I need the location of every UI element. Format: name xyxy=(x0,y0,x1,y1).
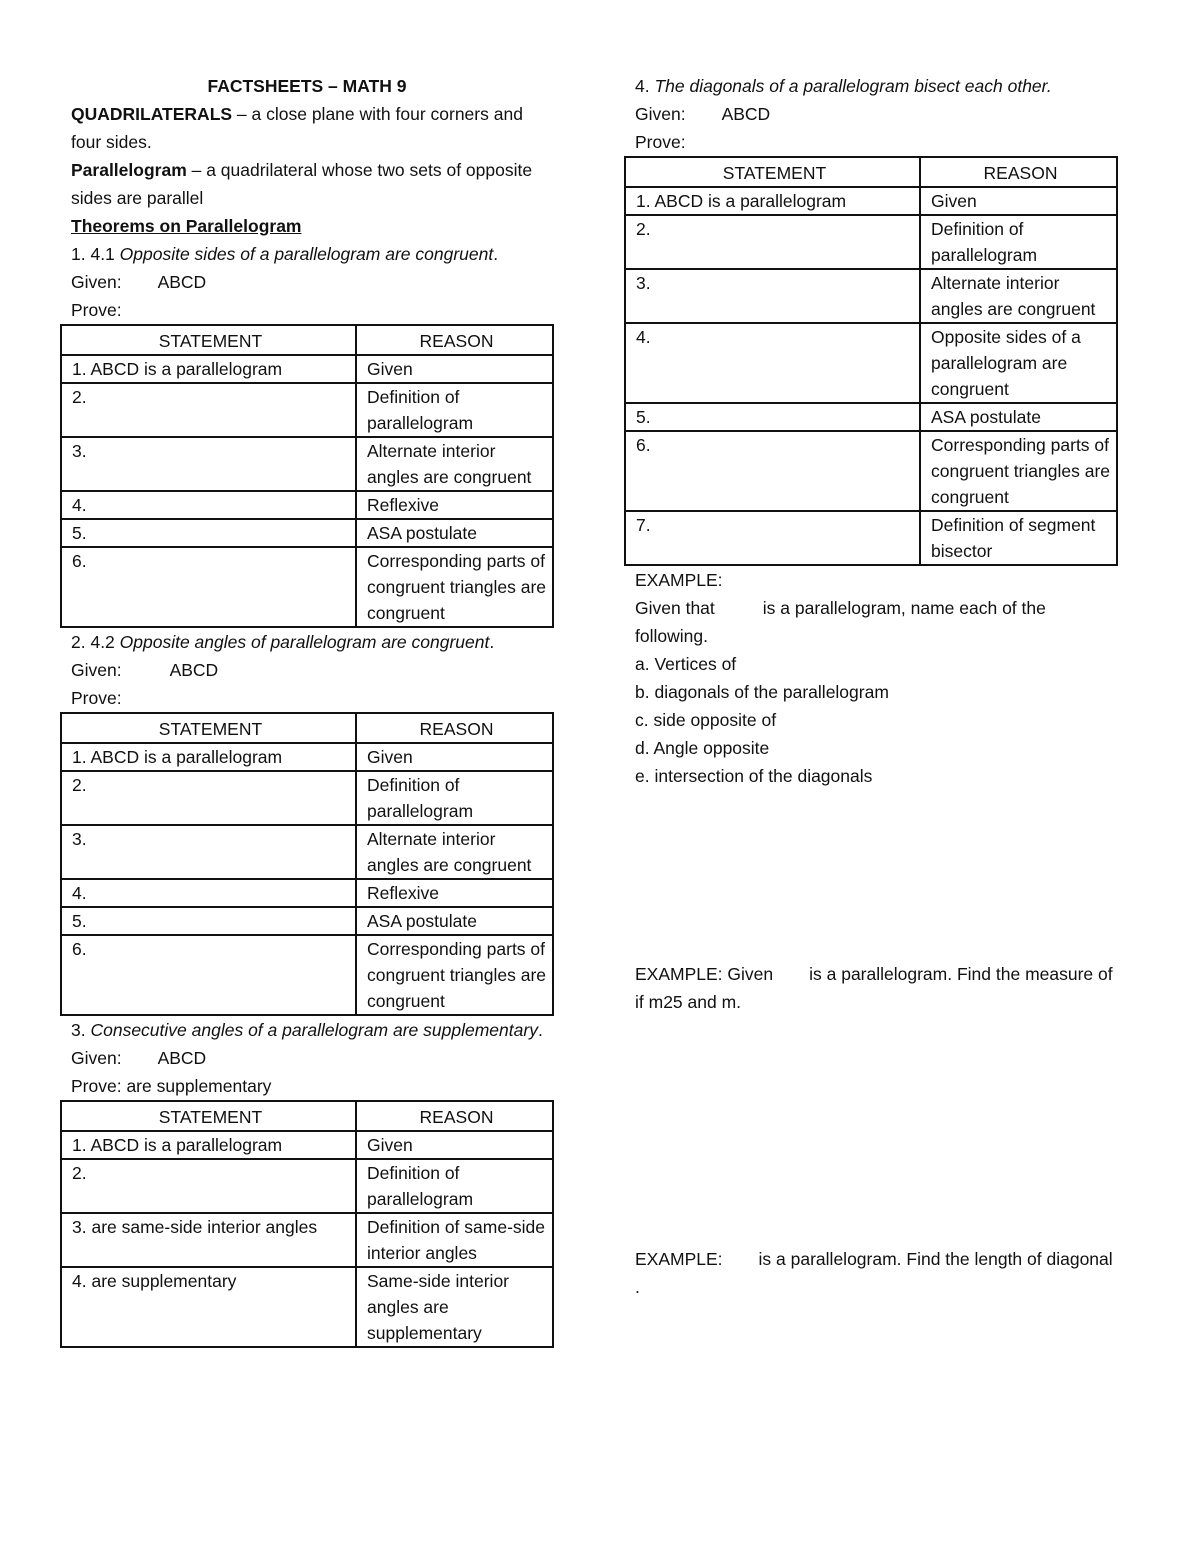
reason-cell: Corresponding parts of congruent triangles are congruent xyxy=(356,547,553,627)
statement-cell: 4. xyxy=(61,491,356,519)
reason-header: REASON xyxy=(356,713,553,743)
theorem-1-text: Opposite sides of a parallelogram are congruent xyxy=(119,244,494,264)
prove-value: are supplementary xyxy=(126,1076,272,1096)
parallelogram-definition xyxy=(60,156,554,212)
statement-cell: 1. ABCD is a parallelogram xyxy=(61,743,356,771)
theorem-2-given xyxy=(60,656,554,684)
theorem-4-proof-table xyxy=(624,156,1118,566)
table-row xyxy=(625,215,1117,269)
table-row xyxy=(625,431,1117,511)
theorem-1-number: 1. 4.1 xyxy=(71,244,120,264)
given-label: Given: xyxy=(71,1048,122,1068)
reason-cell: Given xyxy=(356,743,553,771)
statement-cell: 5. xyxy=(625,403,920,431)
statement-header: STATEMENT xyxy=(625,157,920,187)
statement-cell: 3. xyxy=(61,825,356,879)
given-value: ABCD xyxy=(721,104,771,124)
statement-cell: 4. xyxy=(61,879,356,907)
table-row xyxy=(61,825,553,879)
reason-cell: Definition of same-side interior angles xyxy=(356,1213,553,1267)
table-row xyxy=(61,519,553,547)
table-row xyxy=(61,935,553,1015)
table-header-row xyxy=(61,713,553,743)
theorem-3-statement xyxy=(60,1016,554,1044)
example-3 xyxy=(624,1245,1118,1301)
reason-cell: Alternate interior angles are congruent xyxy=(356,437,553,491)
theorem-1-statement xyxy=(60,240,554,268)
theorem-1-period: . xyxy=(493,244,499,264)
example-1-intro-end: is a parallelogram, name each of the following. xyxy=(635,598,1046,646)
theorems-heading: Theorems on Parallelogram xyxy=(71,216,302,236)
theorem-1-prove: Prove: xyxy=(71,300,122,320)
theorem-3-period: . xyxy=(537,1020,543,1040)
list-item: a. Vertices of xyxy=(635,654,737,674)
reason-cell: ASA postulate xyxy=(356,907,553,935)
reason-cell: Reflexive xyxy=(356,879,553,907)
example-3-end: is a parallelogram. Find the length of diagonal . xyxy=(635,1249,1113,1297)
statement-cell: 2. xyxy=(61,383,356,437)
parallelogram-text: – a quadrilateral whose two sets of opposite sides are parallel xyxy=(71,160,533,208)
given-value: ABCD xyxy=(157,1048,207,1068)
theorem-2-proof-table xyxy=(60,712,554,1016)
reason-cell: Opposite sides of a parallelogram are congruent xyxy=(920,323,1117,403)
given-value: ABCD xyxy=(169,660,219,680)
statement-cell: 2. xyxy=(61,1159,356,1213)
theorem-3-given xyxy=(60,1044,554,1072)
example-2-start: EXAMPLE: Given xyxy=(635,964,774,984)
parallelogram-term: Parallelogram xyxy=(71,160,187,180)
list-item: b. diagonals of the parallelogram xyxy=(635,682,889,702)
table-header-row xyxy=(61,1101,553,1131)
table-header-row xyxy=(61,325,553,355)
table-row xyxy=(61,547,553,627)
theorem-4-given xyxy=(624,100,1118,128)
table-row xyxy=(61,879,553,907)
example-1-intro-start: Given that xyxy=(635,598,715,618)
reason-cell: Definition of parallelogram xyxy=(356,771,553,825)
example-1-label: EXAMPLE: xyxy=(635,570,723,590)
statement-cell: 1. ABCD is a parallelogram xyxy=(61,355,356,383)
reason-cell: Definition of parallelogram xyxy=(356,383,553,437)
table-row xyxy=(625,269,1117,323)
example-2 xyxy=(624,960,1118,1016)
example-3-start: EXAMPLE: xyxy=(635,1249,723,1269)
statement-cell: 3. are same-side interior angles xyxy=(61,1213,356,1267)
table-row xyxy=(61,437,553,491)
statement-header: STATEMENT xyxy=(61,325,356,355)
theorem-4-statement xyxy=(624,72,1118,100)
theorem-4-prove: Prove: xyxy=(635,132,686,152)
theorem-2-number: 2. 4.2 xyxy=(71,632,120,652)
table-row xyxy=(625,323,1117,403)
reason-cell: Given xyxy=(920,187,1117,215)
list-item: d. Angle opposite xyxy=(635,738,770,758)
theorem-3-number: 3. xyxy=(71,1020,91,1040)
quadrilaterals-definition xyxy=(60,100,554,156)
table-row xyxy=(625,511,1117,565)
statement-cell: 3. xyxy=(61,437,356,491)
table-row xyxy=(61,355,553,383)
list-item: c. side opposite of xyxy=(635,710,777,730)
theorem-2-statement xyxy=(60,628,554,656)
theorem-1-proof-table xyxy=(60,324,554,628)
page-title: FACTSHEETS – MATH 9 xyxy=(207,76,407,96)
statement-cell: 4. are supplementary xyxy=(61,1267,356,1347)
table-row xyxy=(61,1213,553,1267)
statement-cell: 7. xyxy=(625,511,920,565)
statement-cell: 5. xyxy=(61,907,356,935)
statement-header: STATEMENT xyxy=(61,713,356,743)
table-row xyxy=(61,743,553,771)
table-row xyxy=(61,1267,553,1347)
reason-cell: ASA postulate xyxy=(920,403,1117,431)
table-row xyxy=(61,771,553,825)
reason-cell: ASA postulate xyxy=(356,519,553,547)
theorem-3-prove xyxy=(60,1072,554,1100)
reason-cell: Alternate interior angles are congruent xyxy=(920,269,1117,323)
statement-cell: 4. xyxy=(625,323,920,403)
example-1-intro xyxy=(624,594,1118,650)
table-row xyxy=(61,1131,553,1159)
table-row xyxy=(61,1159,553,1213)
reason-cell: Corresponding parts of congruent triangles are congruent xyxy=(920,431,1117,511)
theorem-1-given xyxy=(60,268,554,296)
theorem-2-prove: Prove: xyxy=(71,688,122,708)
theorem-4-number: 4. xyxy=(635,76,655,96)
statement-cell: 2. xyxy=(61,771,356,825)
statement-cell: 1. ABCD is a parallelogram xyxy=(61,1131,356,1159)
reason-cell: Definition of parallelogram xyxy=(356,1159,553,1213)
reason-cell: Same-side interior angles are supplementary xyxy=(356,1267,553,1347)
left-column xyxy=(60,72,554,1348)
statement-cell: 6. xyxy=(625,431,920,511)
statement-cell: 2. xyxy=(625,215,920,269)
statement-cell: 3. xyxy=(625,269,920,323)
example-2-end: is a parallelogram. Find the measure of if m25 and m. xyxy=(635,964,1113,1012)
theorem-2-text: Opposite angles of parallelogram are congruent xyxy=(119,632,490,652)
given-value: ABCD xyxy=(157,272,207,292)
statement-cell: 6. xyxy=(61,547,356,627)
statement-cell: 1. ABCD is a parallelogram xyxy=(625,187,920,215)
theorem-4-text: The diagonals of a parallelogram bisect each other. xyxy=(654,76,1052,96)
statement-cell: 5. xyxy=(61,519,356,547)
reason-cell: Corresponding parts of congruent triangles are congruent xyxy=(356,935,553,1015)
statement-cell: 6. xyxy=(61,935,356,1015)
reason-cell: Given xyxy=(356,355,553,383)
table-row xyxy=(625,403,1117,431)
given-label: Given: xyxy=(635,104,686,124)
table-row xyxy=(61,907,553,935)
right-column xyxy=(624,72,1118,1301)
quadrilaterals-text: – a close plane with four corners and four sides. xyxy=(71,104,523,152)
reason-cell: Alternate interior angles are congruent xyxy=(356,825,553,879)
statement-header: STATEMENT xyxy=(61,1101,356,1131)
list-item: e. intersection of the diagonals xyxy=(635,766,873,786)
reason-cell: Given xyxy=(356,1131,553,1159)
reason-header: REASON xyxy=(356,325,553,355)
reason-header: REASON xyxy=(356,1101,553,1131)
theorem-3-proof-table xyxy=(60,1100,554,1348)
prove-label: Prove: xyxy=(71,1076,122,1096)
theorem-2-period: . xyxy=(489,632,495,652)
table-row xyxy=(61,491,553,519)
reason-cell: Definition of segment bisector xyxy=(920,511,1117,565)
table-row xyxy=(625,187,1117,215)
given-label: Given: xyxy=(71,272,122,292)
reason-cell: Definition of parallelogram xyxy=(920,215,1117,269)
given-label: Given: xyxy=(71,660,122,680)
quadrilaterals-term: QUADRILATERALS xyxy=(71,104,233,124)
theorem-3-text: Consecutive angles of a parallelogram are supplementary xyxy=(90,1020,538,1040)
reason-cell: Reflexive xyxy=(356,491,553,519)
table-row xyxy=(61,383,553,437)
table-header-row xyxy=(625,157,1117,187)
reason-header: REASON xyxy=(920,157,1117,187)
